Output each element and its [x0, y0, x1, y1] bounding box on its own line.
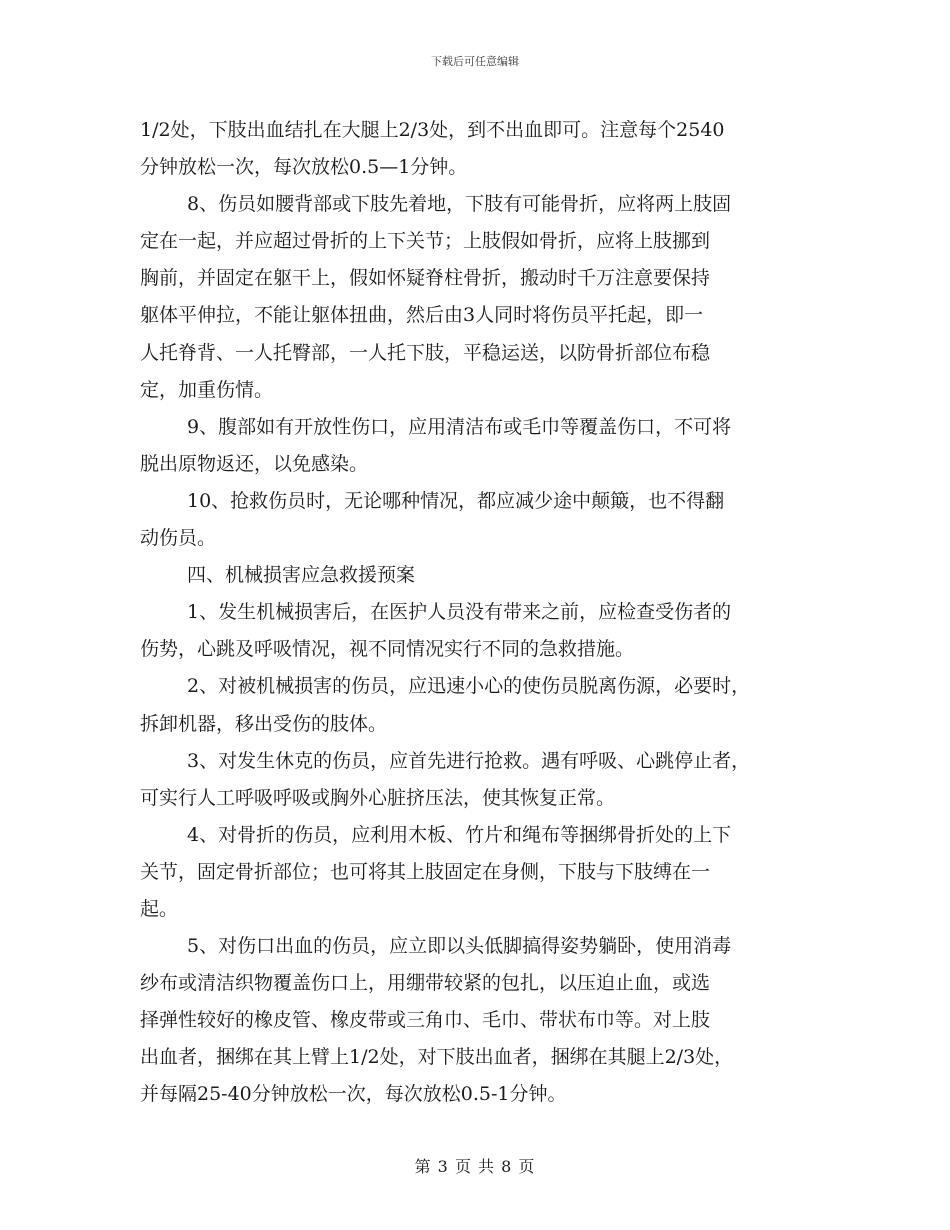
text-line: 10、抢救伤员时，无论哪种情况，都应减少途中颠簸，也不得翻 [187, 489, 725, 512]
text-line: 1/2处，下肢出血结扎在大腿上2/3处，到不出血即可。注意每个2540 [140, 119, 725, 141]
text-line: 5、对伤口出血的伤员，应立即以头低脚搞得姿势躺卧，使用消毒 [187, 935, 732, 958]
text-line: 动伤员。 [140, 527, 217, 550]
text-line: 分钟放松一次，每次放松0.5—1分钟。 [140, 156, 468, 179]
text-line: 3、对发生休克的伤员，应首先进行抢救。遇有呼吸、心跳停止者， [187, 749, 751, 772]
text-line: 伤势，心跳及呼吸情况，视不同情况实行不同的急救措施。 [140, 638, 635, 661]
page-header: 下载后可任意编辑 [431, 55, 519, 68]
text-line: 躯体平伸拉，不能让躯体扭曲，然后由3人同时将伤员平托起，即一 [140, 304, 704, 327]
text-line: 关节，固定骨折部位；也可将其上肢固定在身侧，下肢与下肢缚在一 [140, 860, 711, 883]
text-line: 人托脊背、一人托臀部，一人托下肢，平稳运送，以防骨折部位布稳 [140, 341, 711, 364]
text-line: 1、发生机械损害后，在医护人员没有带来之前，应检查受伤者的 [187, 601, 732, 624]
text-line: 四、机械损害应急救援预案 [187, 564, 416, 587]
text-line: 4、对骨折的伤员，应利用木板、竹片和绳布等捆绑骨折处的上下 [187, 823, 732, 846]
text-line: 8、伤员如腰背部或下肢先着地，下肢有可能骨折，应将两上肢固 [187, 193, 732, 216]
text-line: 脱出原物返还，以免感染。 [140, 452, 369, 475]
text-line: 9、腹部如有开放性伤口，应用清洁布或毛巾等覆盖伤口，不可将 [187, 415, 732, 438]
document-body [140, 112, 820, 1114]
text-line: 定在一起，并应超过骨折的上下关节；上肢假如骨折，应将上肢挪到 [140, 230, 711, 253]
text-line: 定，加重伤情。 [140, 378, 274, 401]
text-line: 可实行人工呼吸呼吸或胸外心脏挤压法，使其恢复正常。 [140, 786, 616, 809]
text-line: 起。 [140, 897, 179, 920]
text-line: 拆卸机器，移出受伤的肢体。 [140, 712, 388, 735]
text-line: 并每隔25-40分钟放松一次，每次放松0.5-1分钟。 [140, 1083, 567, 1106]
text-line: 择弹性较好的橡皮管、橡皮带或三角巾、毛巾、带状布巾等。对上肢 [140, 1009, 711, 1032]
text-line: 胸前，并固定在躯干上，假如怀疑脊柱骨折，搬动时千万注意要保持 [140, 267, 711, 290]
text-line: 出血者，捆绑在其上臂上1/2处，对下肢出血者，捆绑在其腿上2/3处， [140, 1046, 734, 1069]
text-line: 2、对被机械损害的伤员，应迅速小心的使伤员脱离伤源，必要时， [187, 675, 751, 698]
page-footer: 第 3 页 共 8 页 [414, 1157, 536, 1176]
text-line: 纱布或清洁织物覆盖伤口上，用绷带较紧的包扎，以压迫止血，或选 [140, 972, 711, 995]
